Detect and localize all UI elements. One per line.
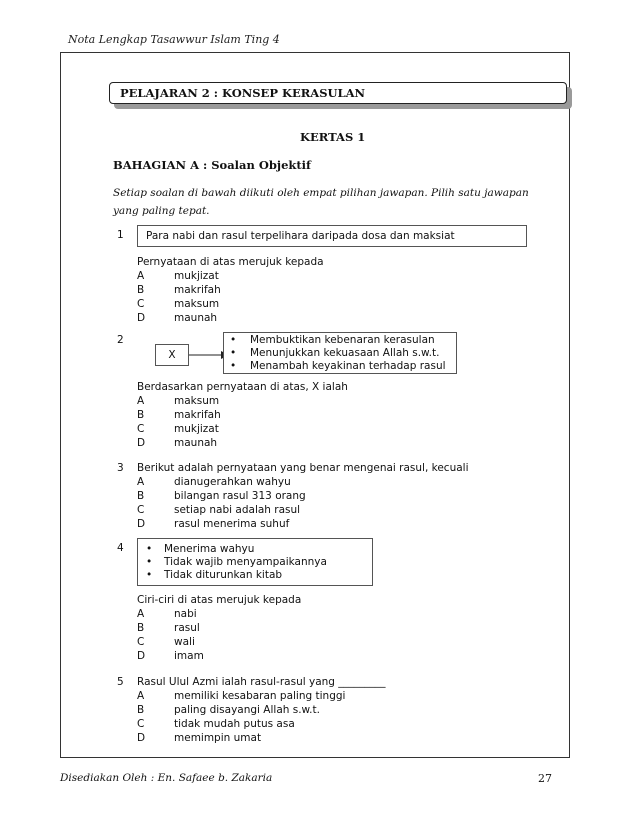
question-5-option-a-letter: A bbox=[137, 690, 145, 702]
question-5-option-a: memiliki kesabaran paling tinggi bbox=[174, 690, 346, 702]
question-2-bullet-1: Membuktikan kebenaran kerasulan bbox=[250, 334, 435, 346]
question-1-statement-box bbox=[137, 225, 527, 247]
bullet-icon: • bbox=[146, 543, 153, 555]
bullet-icon: • bbox=[146, 556, 153, 568]
question-1-option-d: maunah bbox=[174, 312, 218, 324]
question-4-option-a-letter: A bbox=[137, 608, 145, 620]
instructions: Setiap soalan di bawah diikuti oleh empat pilihan jawapan. Pilih satu jawapan yang paling tepat. bbox=[113, 187, 529, 217]
question-2-option-b-letter: B bbox=[137, 409, 145, 421]
question-3-option-a: dianugerahkan wahyu bbox=[174, 476, 291, 488]
page-number: 27 bbox=[538, 772, 552, 785]
footer-prepared-by: Disediakan Oleh : En. Safaee b. Zakaria bbox=[60, 772, 273, 784]
question-5-number: 5 bbox=[117, 676, 124, 688]
question-4-option-c: wali bbox=[174, 636, 195, 648]
question-3-number: 3 bbox=[117, 462, 124, 474]
question-2-option-c: mukjizat bbox=[174, 423, 219, 435]
question-4-bullet-3: Tidak diturunkan kitab bbox=[164, 569, 283, 581]
question-4-bullet-2: Tidak wajib menyampaikannya bbox=[164, 556, 327, 568]
question-2-option-a-letter: A bbox=[137, 395, 145, 407]
bullet-icon: • bbox=[230, 334, 237, 346]
question-4-option-b-letter: B bbox=[137, 622, 145, 634]
question-4-option-b: rasul bbox=[174, 622, 200, 634]
question-2-number: 2 bbox=[117, 334, 124, 346]
question-3-option-a-letter: A bbox=[137, 476, 145, 488]
question-2-option-c-letter: C bbox=[137, 423, 145, 435]
lesson-title-box bbox=[109, 82, 575, 110]
question-2-option-a: maksum bbox=[174, 395, 220, 407]
question-5-option-c-letter: C bbox=[137, 718, 145, 730]
question-5-option-d-letter: D bbox=[137, 732, 146, 744]
question-5-option-b-letter: B bbox=[137, 704, 145, 716]
question-1-option-c-letter: C bbox=[137, 298, 145, 310]
question-3-option-b: bilangan rasul 313 orang bbox=[174, 490, 306, 502]
question-1-option-d-letter: D bbox=[137, 312, 146, 324]
question-1-statement: Para nabi dan rasul terpelihara daripada dosa dan maksiat bbox=[146, 230, 455, 242]
question-3-stem: Berikut adalah pernyataan yang benar mengenai rasul, kecuali bbox=[137, 462, 469, 474]
question-5-stem: Rasul Ulul Azmi ialah rasul-rasul yang _________ bbox=[137, 676, 386, 688]
question-2-bullet-2: Menunjukkan kekuasaan Allah s.w.t. bbox=[250, 347, 440, 359]
question-4-number: 4 bbox=[117, 542, 124, 554]
running-header: Nota Lengkap Tasawwur Islam Ting 4 bbox=[68, 33, 280, 46]
question-3-option-b-letter: B bbox=[137, 490, 145, 502]
question-1-option-b: makrifah bbox=[174, 284, 221, 296]
question-4-option-d: imam bbox=[174, 650, 204, 662]
question-5-option-d: memimpin umat bbox=[174, 732, 262, 744]
paper-title: KERTAS 1 bbox=[300, 130, 366, 144]
bullet-icon: • bbox=[230, 347, 237, 359]
question-1-option-c: maksum bbox=[174, 298, 220, 310]
question-4-bullet-1: Menerima wahyu bbox=[164, 543, 255, 555]
lesson-title: PELAJARAN 2 : KONSEP KERASULAN bbox=[109, 82, 567, 104]
question-1-option-a: mukjizat bbox=[174, 270, 219, 282]
question-2-option-d: maunah bbox=[174, 437, 218, 449]
question-2-stem: Berdasarkan pernyataan di atas, X ialah bbox=[137, 381, 348, 393]
question-4-option-a: nabi bbox=[174, 608, 197, 620]
bullet-icon: • bbox=[230, 360, 237, 372]
question-2-option-d-letter: D bbox=[137, 437, 146, 449]
question-5-option-c: tidak mudah putus asa bbox=[174, 718, 295, 730]
question-2-bullet-3: Menambah keyakinan terhadap rasul bbox=[250, 360, 446, 372]
question-4-stem: Ciri-ciri di atas merujuk kepada bbox=[137, 594, 302, 606]
question-1-stem: Pernyataan di atas merujuk kepada bbox=[137, 256, 324, 268]
bullet-icon: • bbox=[146, 569, 153, 581]
question-2-x-box: X bbox=[155, 344, 189, 366]
question-5-option-b: paling disayangi Allah s.w.t. bbox=[174, 704, 320, 716]
question-4-bullet-box bbox=[137, 538, 373, 586]
question-4-option-c-letter: C bbox=[137, 636, 145, 648]
question-4-option-d-letter: D bbox=[137, 650, 146, 662]
question-1-number: 1 bbox=[117, 229, 124, 241]
question-3-option-c-letter: C bbox=[137, 504, 145, 516]
section-title: BAHAGIAN A : Soalan Objektif bbox=[113, 158, 311, 172]
question-1-option-b-letter: B bbox=[137, 284, 145, 296]
question-3-option-d-letter: D bbox=[137, 518, 146, 530]
question-3-option-c: setiap nabi adalah rasul bbox=[174, 504, 301, 516]
question-2-option-b: makrifah bbox=[174, 409, 221, 421]
question-1-option-a-letter: A bbox=[137, 270, 145, 282]
question-2-bullet-box bbox=[223, 332, 457, 374]
question-3-option-d: rasul menerima suhuf bbox=[174, 518, 290, 530]
